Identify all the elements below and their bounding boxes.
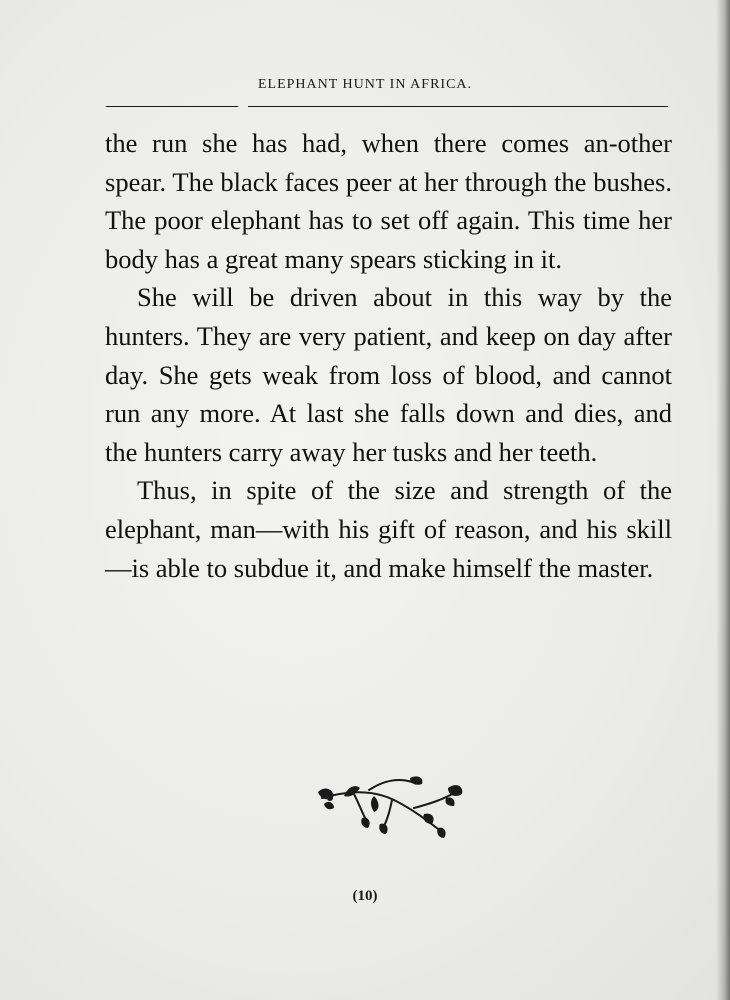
running-head: ELEPHANT HUNT IN AFRICA.	[257, 77, 473, 92]
page-number: (10)	[352, 888, 378, 904]
paragraph-3: Thus, in spite of the size and strength of the elephant, man—with his gift of reason, and his skill—is able to subdue it, and make himself the master.	[105, 475, 672, 583]
body-text	[105, 124, 672, 587]
paragraph-2: She will be driven about in this way by the hunters. They are very patient, and keep on day after day. She gets weak from loss of blood, and cannot run any more. At last she falls down and dies, and the hunters carry away her tusks and her teeth.	[105, 282, 672, 467]
floral-vignette-icon	[314, 770, 466, 840]
header-rule-right	[248, 106, 668, 107]
header-rule-left	[106, 106, 238, 107]
page-edge-shadow	[716, 0, 730, 1000]
paragraph-1: the run she has had, when there comes an-other spear. The black faces peer at her through the bushes. The poor elephant has to set off again. This time her body has a great many spears sticking in it.	[105, 128, 672, 274]
